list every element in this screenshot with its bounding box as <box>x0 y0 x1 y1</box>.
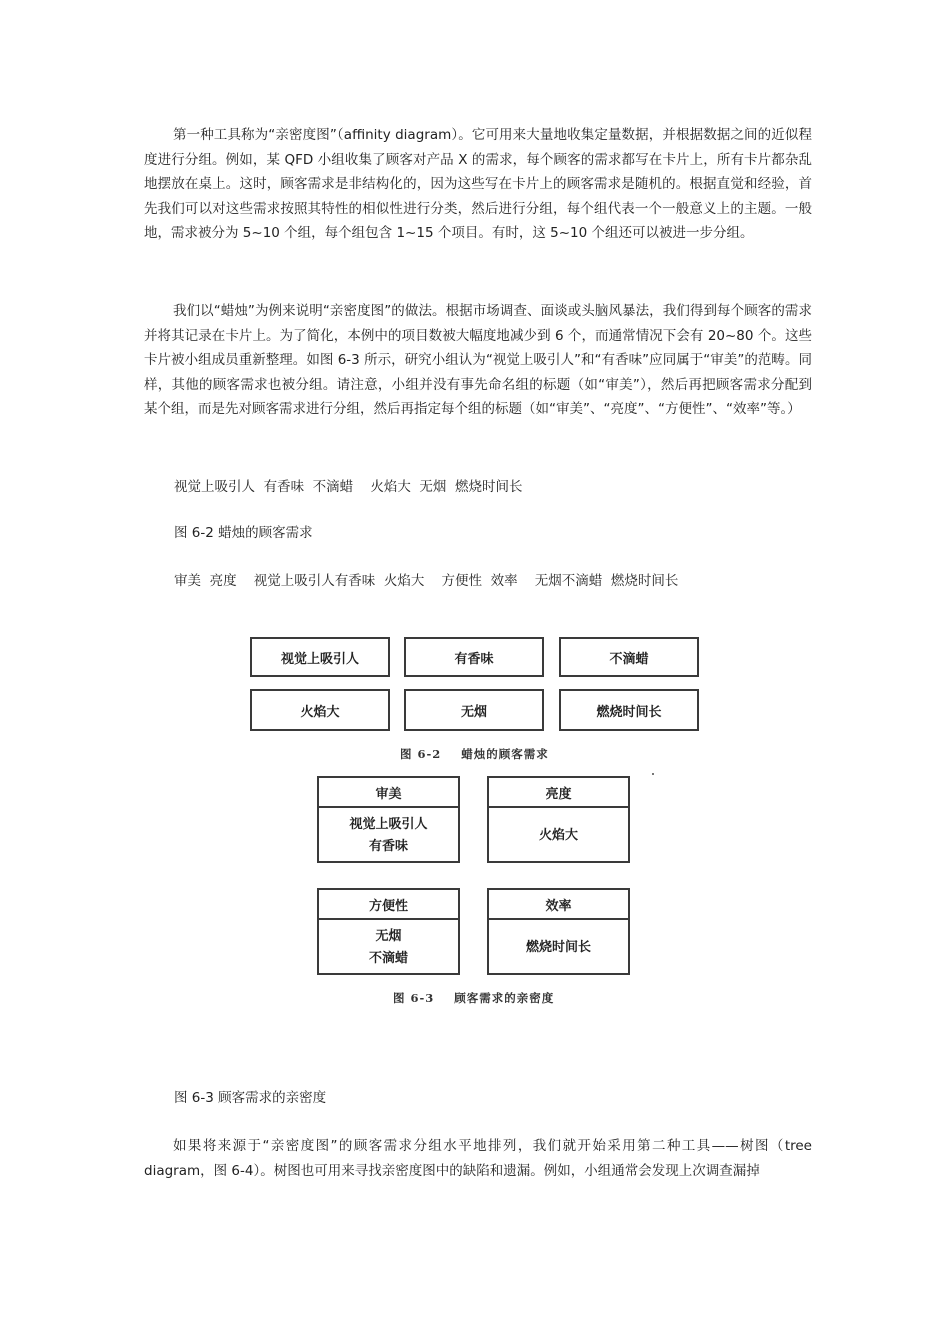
group-items <box>489 920 628 975</box>
group-title: 亮度 <box>489 778 628 808</box>
card-visual-appeal: 视觉上吸引人 <box>250 637 390 677</box>
paragraph-candle-example: 我们以“蜡烛”为例来说明“亲密度图”的做法。根据市场调查、面谈或头脑风暴法，我们得到每个顾客的需求并将其记录在卡片上。为了简化，本例中的项目数被大幅度地减少到 6 个，而通常情况下会有 20~80 个。这些卡片被小组成员重新整理。如图 6-3 所示，研究小组认为“视觉上吸引人”和“有香味”应同属于“审美”的范畴。同样，其他的顾客需求也被分组。请注意，小组并没有事先命名组的标题（如“审美”），然后再把顾客需求分配到某个组，而是先对顾客需求进行分组，然后再指定每个组的标题（如“审美”、“亮度”、“方便性”、“效率”等。） <box>144 303 812 417</box>
card-no-smoke: 无烟 <box>404 689 544 731</box>
figure-6-2-caption: 图 6-2 蜡烛的顾客需求 <box>400 747 549 761</box>
card-fragrance: 有香味 <box>404 637 544 677</box>
group-convenience <box>317 888 460 975</box>
group-item: 有香味 <box>368 838 408 854</box>
affinity-figure <box>240 625 710 1025</box>
group-title: 审美 <box>319 778 458 808</box>
figure-6-3-text-label: 图 6-3 顾客需求的亲密度 <box>174 1090 327 1106</box>
figure-6-3-caption: 图 6-3 顾客需求的亲密度 <box>393 991 555 1005</box>
group-title: 效率 <box>489 890 628 920</box>
group-item: 火焰大 <box>538 827 578 843</box>
group-item: 燃烧时间长 <box>525 939 591 955</box>
paragraph-tree-diagram: 如果将来源于“亲密度图”的顾客需求分组水平地排列，我们就开始采用第二种工具——树图（tree diagram，图 6-4）。树图也可用来寻找亲密度图中的缺陷和遗漏。例如，小组通常会发现上次调查漏掉 <box>144 1138 812 1179</box>
group-item: 无烟 <box>375 928 402 944</box>
group-items <box>319 808 458 863</box>
group-items <box>489 808 628 863</box>
group-item: 不滴蜡 <box>368 950 408 966</box>
group-brightness <box>487 776 630 863</box>
group-aesthetics <box>317 776 460 863</box>
scan-speck <box>652 773 654 775</box>
group-item: 视觉上吸引人 <box>349 816 428 832</box>
figure-6-2-text-label: 图 6-2 蜡烛的顾客需求 <box>174 525 313 541</box>
needs-list-line: 视觉上吸引人 有香味 不滴蜡 火焰大 无烟 燃烧时间长 <box>174 479 523 495</box>
card-no-drip: 不滴蜡 <box>559 637 699 677</box>
group-items <box>319 920 458 975</box>
card-large-flame: 火焰大 <box>250 689 390 731</box>
card-long-burn: 燃烧时间长 <box>559 689 699 731</box>
group-title: 方便性 <box>319 890 458 920</box>
paragraph-affinity-intro: 第一种工具称为“亲密度图”（affinity diagram）。它可用来大量地收集定量数据，并根据数据之间的近似程度进行分组。例如，某 QFD 小组收集了顾客对产品 X 的需求，每个顾客的需求都写在卡片上，所有卡片都杂乱地摆放在桌上。这时，顾客需求是非结构化的，因为这些写在卡片上的顾客需求是随机的。根据直觉和经验，首先我们可以对这些需求按照其特性的相似性进行分类，然后进行分组，每个组代表一个一般意义上的主题。一般地，需求被分为 5~10 个组，每个组包含 1~15 个项目。有时，这 5~10 个组还可以被进一步分组。 <box>144 127 812 241</box>
group-efficiency <box>487 888 630 975</box>
groups-list-line: 审美 亮度 视觉上吸引人有香味 火焰大 方便性 效率 无烟不滴蜡 燃烧时间长 <box>174 573 679 589</box>
